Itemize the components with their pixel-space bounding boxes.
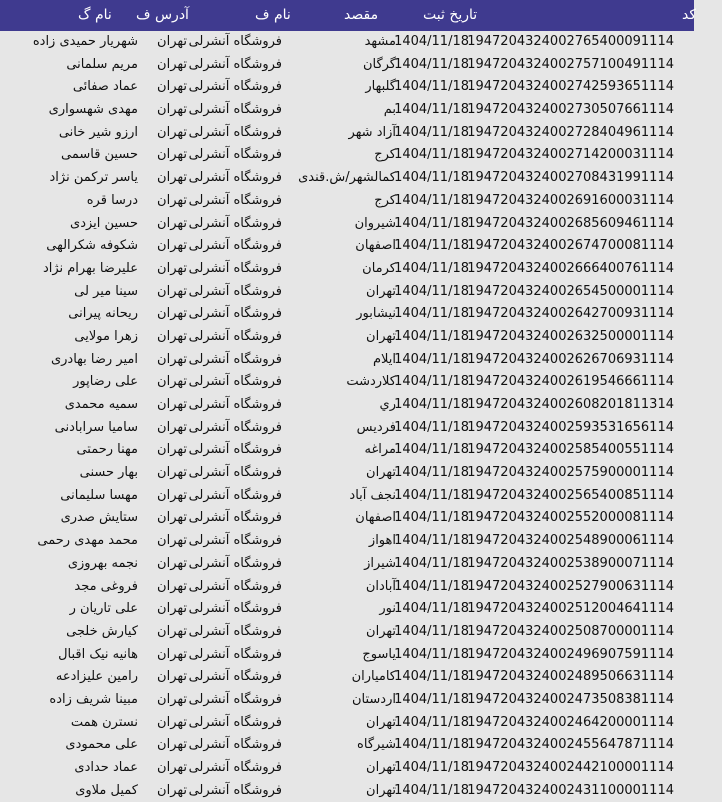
table-row[interactable] <box>0 530 694 553</box>
cell-customer-name[interactable]: شهریار حمیدی زاده <box>32 34 138 49</box>
table-row[interactable] <box>0 371 694 394</box>
cell-customer-name[interactable]: حسین ایزدی <box>70 215 138 231</box>
cell-code[interactable]: 1947204324002585400551114 <box>467 442 674 458</box>
cell-date[interactable]: 1404/11/18 <box>394 397 469 412</box>
cell-store-address[interactable]: تهران <box>157 533 187 549</box>
cell-store-name[interactable]: فروشگاه آنشرلی <box>188 533 282 549</box>
cell-destination[interactable]: مراغه <box>364 442 396 458</box>
table-row[interactable] <box>0 76 694 99</box>
cell-destination[interactable]: ري <box>379 397 396 412</box>
cell-code[interactable]: 1947204324002708431991114 <box>467 170 674 186</box>
cell-destination[interactable]: کرمان <box>362 260 396 276</box>
table-row[interactable] <box>0 689 694 712</box>
cell-destination[interactable]: کمالشهر/ش.قندی <box>298 170 396 186</box>
table-row[interactable] <box>0 31 694 54</box>
cell-store-address[interactable]: تهران <box>157 646 187 662</box>
cell-destination[interactable]: تهران <box>366 760 396 775</box>
cell-destination[interactable]: کلاردشت <box>346 374 396 390</box>
cell-customer-name[interactable]: سامیا سرابادنی <box>54 419 138 435</box>
cell-destination[interactable]: اصفهان <box>355 510 396 526</box>
cell-store-name[interactable]: فروشگاه آنشرلی <box>188 442 282 458</box>
table-row[interactable] <box>0 213 694 236</box>
table-row[interactable] <box>0 54 694 77</box>
cell-code[interactable]: 1947204324002512004641114 <box>467 601 674 617</box>
cell-date[interactable]: 1404/11/18 <box>394 669 469 685</box>
header-date[interactable]: تاریخ ثبت <box>423 7 478 23</box>
cell-date[interactable]: 1404/11/18 <box>394 56 469 72</box>
cell-store-name[interactable]: فروشگاه آنشرلی <box>188 283 282 299</box>
cell-code[interactable]: 1947204324002496907591114 <box>467 646 674 662</box>
cell-store-address[interactable]: تهران <box>157 56 187 72</box>
cell-store-address[interactable]: تهران <box>157 351 187 367</box>
table-header <box>0 0 697 31</box>
cell-date[interactable]: 1404/11/18 <box>394 260 469 276</box>
cell-store-address[interactable]: تهران <box>157 419 187 435</box>
cell-store-address[interactable]: تهران <box>157 170 187 186</box>
cell-store-address[interactable]: تهران <box>157 669 187 685</box>
cell-store-address[interactable]: تهران <box>157 487 187 503</box>
header-customer-name[interactable]: نام گ <box>78 7 112 23</box>
cell-code[interactable]: 1947204324002508700001114 <box>467 623 674 639</box>
cell-store-address[interactable]: تهران <box>157 283 187 299</box>
cell-store-name[interactable]: فروشگاه آنشرلی <box>188 124 282 140</box>
cell-store-name[interactable]: فروشگاه آنشرلی <box>188 737 282 753</box>
table-row[interactable] <box>0 462 694 485</box>
cell-store-name[interactable]: فروشگاه آنشرلی <box>188 306 282 322</box>
cell-store-name[interactable]: فروشگاه آنشرلی <box>188 215 282 231</box>
table-row[interactable] <box>0 303 694 326</box>
table-row[interactable] <box>0 417 694 440</box>
cell-store-name[interactable]: فروشگاه آنشرلی <box>188 510 282 526</box>
cell-code[interactable]: 1947204324002728404961114 <box>467 124 674 140</box>
header-store-name[interactable]: نام ف <box>255 7 291 23</box>
cell-store-name[interactable]: فروشگاه آنشرلی <box>188 646 282 662</box>
cell-store-address[interactable]: تهران <box>157 782 187 798</box>
cell-date[interactable]: 1404/11/18 <box>394 351 469 367</box>
cell-code[interactable]: 1947204324002685609461114 <box>467 215 674 231</box>
cell-destination[interactable]: شیرگاه <box>357 737 396 753</box>
cell-store-address[interactable]: تهران <box>157 34 187 49</box>
cell-destination[interactable]: تهران <box>366 623 396 639</box>
cell-destination[interactable]: کامیاران <box>351 669 396 685</box>
cell-customer-name[interactable]: بهار حسنی <box>79 465 138 481</box>
cell-store-address[interactable]: تهران <box>157 465 187 481</box>
cell-customer-name[interactable]: نجمه بهروزی <box>67 555 138 571</box>
header-code[interactable]: کد <box>682 7 697 23</box>
cell-customer-name[interactable]: سینا میر لی <box>74 283 138 299</box>
cell-code[interactable]: 1947204324002593531656114 <box>467 419 674 435</box>
cell-store-name[interactable]: فروشگاه آنشرلی <box>188 351 282 367</box>
cell-customer-name[interactable]: مبینا شریف زاده <box>49 691 138 707</box>
cell-store-address[interactable]: تهران <box>157 124 187 140</box>
cell-store-name[interactable]: فروشگاه آنشرلی <box>188 147 282 163</box>
cell-customer-name[interactable]: شکوفه شکرالهی <box>46 238 138 254</box>
cell-code[interactable]: 1947204324002765400091114 <box>467 34 674 49</box>
table-row[interactable] <box>0 553 694 576</box>
cell-date[interactable]: 1404/11/18 <box>394 601 469 617</box>
cell-code[interactable]: 1947204324002674700081114 <box>467 238 674 254</box>
cell-destination[interactable]: بم <box>383 102 396 118</box>
cell-destination[interactable]: نور <box>379 601 396 617</box>
table-row[interactable] <box>0 99 694 122</box>
cell-customer-name[interactable]: هانیه نیک اقبال <box>58 646 138 662</box>
table-row[interactable] <box>0 394 694 417</box>
cell-store-address[interactable]: تهران <box>157 714 187 730</box>
table-row[interactable] <box>0 144 694 167</box>
cell-date[interactable]: 1404/11/18 <box>394 442 469 458</box>
cell-store-address[interactable]: تهران <box>157 737 187 753</box>
table-row[interactable] <box>0 439 694 462</box>
cell-destination[interactable]: یاسوج <box>362 646 396 662</box>
cell-store-name[interactable]: فروشگاه آنشرلی <box>188 192 282 208</box>
cell-code[interactable]: 1947204324002642700931114 <box>467 306 674 322</box>
cell-customer-name[interactable]: زهرا مولایی <box>74 328 138 344</box>
cell-destination[interactable]: آزاد شهر <box>348 124 396 140</box>
cell-customer-name[interactable]: ریحانه پیرانی <box>68 306 138 322</box>
cell-date[interactable]: 1404/11/18 <box>394 79 469 95</box>
cell-customer-name[interactable]: سمیه محمدی <box>64 397 138 412</box>
cell-store-address[interactable]: تهران <box>157 623 187 639</box>
cell-date[interactable]: 1404/11/18 <box>394 555 469 571</box>
cell-customer-name[interactable]: علیرضا بهرام نژاد <box>42 260 138 276</box>
cell-store-name[interactable]: فروشگاه آنشرلی <box>188 328 282 344</box>
cell-code[interactable]: 1947204324002431100001114 <box>467 782 674 798</box>
cell-destination[interactable]: مشهد <box>364 34 396 49</box>
cell-code[interactable]: 1947204324002730507661114 <box>467 102 674 118</box>
cell-store-name[interactable]: فروشگاه آنشرلی <box>188 782 282 798</box>
cell-code[interactable]: 1947204324002626706931114 <box>467 351 674 367</box>
cell-store-address[interactable]: تهران <box>157 601 187 617</box>
cell-store-address[interactable]: تهران <box>157 238 187 254</box>
cell-date[interactable]: 1404/11/18 <box>394 192 469 208</box>
cell-store-name[interactable]: فروشگاه آنشرلی <box>188 170 282 186</box>
cell-customer-name[interactable]: ستایش صدری <box>60 510 138 526</box>
table-row[interactable] <box>0 598 694 621</box>
cell-store-name[interactable]: فروشگاه آنشرلی <box>188 465 282 481</box>
cell-destination[interactable]: نجف آباد <box>349 487 396 503</box>
cell-customer-name[interactable]: علی رضاپور <box>73 374 138 390</box>
cell-code[interactable]: 1947204324002455647871114 <box>467 737 674 753</box>
cell-code[interactable]: 1947204324002619546661114 <box>467 374 674 390</box>
table-row[interactable] <box>0 644 694 667</box>
cell-store-address[interactable]: تهران <box>157 397 187 412</box>
cell-destination[interactable]: تهران <box>366 782 396 798</box>
cell-customer-name[interactable]: مهسا سلیمانی <box>60 487 138 503</box>
cell-customer-name[interactable]: مهدی شهسواری <box>48 102 138 118</box>
cell-date[interactable]: 1404/11/18 <box>394 215 469 231</box>
cell-code[interactable]: 1947204324002552000081114 <box>467 510 674 526</box>
cell-store-address[interactable]: تهران <box>157 102 187 118</box>
table-row[interactable] <box>0 326 694 349</box>
cell-customer-name[interactable]: علی محمودی <box>65 737 138 753</box>
cell-store-name[interactable]: فروشگاه آنشرلی <box>188 238 282 254</box>
cell-code[interactable]: 1947204324002632500001114 <box>467 328 674 344</box>
cell-code[interactable]: 1947204324002473508381114 <box>467 691 674 707</box>
cell-store-name[interactable]: فروشگاه آنشرلی <box>188 760 282 775</box>
cell-store-name[interactable]: فروشگاه آنشرلی <box>188 578 282 594</box>
cell-date[interactable]: 1404/11/18 <box>394 419 469 435</box>
cell-date[interactable]: 1404/11/18 <box>394 147 469 163</box>
cell-destination[interactable]: فردیس <box>356 419 396 435</box>
cell-date[interactable]: 1404/11/18 <box>394 487 469 503</box>
table-row[interactable] <box>0 576 694 599</box>
cell-store-name[interactable]: فروشگاه آنشرلی <box>188 79 282 95</box>
cell-destination[interactable]: گرگان <box>362 56 396 72</box>
cell-code[interactable]: 1947204324002742593651114 <box>467 79 674 95</box>
cell-date[interactable]: 1404/11/18 <box>394 533 469 549</box>
cell-customer-name[interactable]: رامین علیزادعه <box>55 669 138 685</box>
table-row[interactable] <box>0 281 694 304</box>
cell-date[interactable]: 1404/11/18 <box>394 170 469 186</box>
table-row[interactable] <box>0 757 694 780</box>
cell-destination[interactable]: آبادان <box>365 578 396 594</box>
cell-customer-name[interactable]: امیر رضا بهادری <box>50 351 138 367</box>
cell-date[interactable]: 1404/11/18 <box>394 623 469 639</box>
cell-code[interactable]: 1947204324002527900631114 <box>467 578 674 594</box>
header-destination[interactable]: مقصد <box>344 7 379 23</box>
cell-customer-name[interactable]: کیارش خلجی <box>66 623 138 639</box>
cell-store-name[interactable]: فروشگاه آنشرلی <box>188 56 282 72</box>
cell-destination[interactable]: شیراز <box>364 555 396 571</box>
cell-store-address[interactable]: تهران <box>157 691 187 707</box>
cell-store-name[interactable]: فروشگاه آنشرلی <box>188 397 282 412</box>
cell-customer-name[interactable]: مهنا رحمتی <box>76 442 138 458</box>
cell-code[interactable]: 1947204324002608201811314 <box>467 397 674 412</box>
cell-destination[interactable]: گلبهار <box>365 79 396 95</box>
cell-store-name[interactable]: فروشگاه آنشرلی <box>188 601 282 617</box>
cell-store-address[interactable]: تهران <box>157 555 187 571</box>
cell-date[interactable]: 1404/11/18 <box>394 465 469 481</box>
table-row[interactable] <box>0 621 694 644</box>
cell-date[interactable]: 1404/11/18 <box>394 102 469 118</box>
cell-store-address[interactable]: تهران <box>157 147 187 163</box>
table-row[interactable] <box>0 712 694 735</box>
cell-date[interactable]: 1404/11/18 <box>394 714 469 730</box>
header-store-address[interactable]: آدرس ف <box>136 7 189 23</box>
cell-date[interactable]: 1404/11/18 <box>394 238 469 254</box>
cell-destination[interactable]: تهران <box>366 714 396 730</box>
cell-store-address[interactable]: تهران <box>157 760 187 775</box>
cell-destination[interactable]: ایلام <box>372 351 396 367</box>
cell-destination[interactable]: کرج <box>374 147 396 163</box>
cell-store-name[interactable]: فروشگاه آنشرلی <box>188 714 282 730</box>
cell-date[interactable]: 1404/11/18 <box>394 782 469 798</box>
cell-code[interactable]: 1947204324002489506631114 <box>467 669 674 685</box>
cell-destination[interactable]: نیشابور <box>356 306 396 322</box>
cell-destination[interactable]: شیروان <box>354 215 396 231</box>
cell-store-name[interactable]: فروشگاه آنشرلی <box>188 34 282 49</box>
cell-store-address[interactable]: تهران <box>157 192 187 208</box>
cell-store-address[interactable]: تهران <box>157 374 187 390</box>
cell-code[interactable]: 1947204324002714200031114 <box>467 147 674 163</box>
cell-customer-name[interactable]: یاسر ترکمن نژاد <box>49 170 138 186</box>
cell-store-name[interactable]: فروشگاه آنشرلی <box>188 487 282 503</box>
cell-store-name[interactable]: فروشگاه آنشرلی <box>188 623 282 639</box>
cell-date[interactable]: 1404/11/18 <box>394 374 469 390</box>
cell-date[interactable]: 1404/11/18 <box>394 510 469 526</box>
cell-date[interactable]: 1404/11/18 <box>394 34 469 49</box>
cell-customer-name[interactable]: کمیل ملاوی <box>75 782 138 798</box>
cell-customer-name[interactable]: علی تاریان ر <box>69 601 138 617</box>
table-row[interactable] <box>0 780 694 802</box>
cell-store-name[interactable]: فروشگاه آنشرلی <box>188 691 282 707</box>
cell-store-name[interactable]: فروشگاه آنشرلی <box>188 555 282 571</box>
cell-destination[interactable]: کرج <box>374 192 396 208</box>
cell-code[interactable]: 1947204324002442100001114 <box>467 760 674 775</box>
cell-store-address[interactable]: تهران <box>157 215 187 231</box>
cell-customer-name[interactable]: فروغی مجد <box>74 578 138 594</box>
cell-date[interactable]: 1404/11/18 <box>394 306 469 322</box>
table-row[interactable] <box>0 349 694 372</box>
cell-store-address[interactable]: تهران <box>157 442 187 458</box>
cell-code[interactable]: 1947204324002548900061114 <box>467 533 674 549</box>
cell-store-address[interactable]: تهران <box>157 306 187 322</box>
cell-destination[interactable]: تهران <box>366 328 396 344</box>
cell-customer-name[interactable]: عماد حدادی <box>74 760 138 775</box>
cell-code[interactable]: 1947204324002464200001114 <box>467 714 674 730</box>
table-row[interactable] <box>0 485 694 508</box>
table-row[interactable] <box>0 258 694 281</box>
cell-date[interactable]: 1404/11/18 <box>394 283 469 299</box>
cell-customer-name[interactable]: حسین قاسمی <box>60 147 138 163</box>
cell-destination[interactable]: تهران <box>366 465 396 481</box>
cell-store-name[interactable]: فروشگاه آنشرلی <box>188 419 282 435</box>
cell-store-address[interactable]: تهران <box>157 578 187 594</box>
cell-customer-name[interactable]: مریم سلمانی <box>66 56 138 72</box>
table-row[interactable] <box>0 235 694 258</box>
cell-store-name[interactable]: فروشگاه آنشرلی <box>188 260 282 276</box>
cell-store-address[interactable]: تهران <box>157 328 187 344</box>
cell-code[interactable]: 1947204324002565400851114 <box>467 487 674 503</box>
cell-code[interactable]: 1947204324002654500001114 <box>467 283 674 299</box>
cell-store-address[interactable]: تهران <box>157 510 187 526</box>
table-row[interactable] <box>0 190 694 213</box>
cell-date[interactable]: 1404/11/18 <box>394 760 469 775</box>
cell-store-name[interactable]: فروشگاه آنشرلی <box>188 374 282 390</box>
cell-destination[interactable]: تهران <box>366 283 396 299</box>
cell-store-name[interactable]: فروشگاه آنشرلی <box>188 669 282 685</box>
cell-customer-name[interactable]: نسترن همت <box>70 714 138 730</box>
cell-customer-name[interactable]: محمد مهدی رحمی <box>37 533 138 549</box>
cell-store-address[interactable]: تهران <box>157 260 187 276</box>
cell-code[interactable]: 1947204324002757100491114 <box>467 56 674 72</box>
cell-code[interactable]: 1947204324002691600031114 <box>467 192 674 208</box>
cell-date[interactable]: 1404/11/18 <box>394 646 469 662</box>
cell-code[interactable]: 1947204324002538900071114 <box>467 555 674 571</box>
table-row[interactable] <box>0 734 694 757</box>
cell-date[interactable]: 1404/11/18 <box>394 691 469 707</box>
cell-code[interactable]: 1947204324002666400761114 <box>467 260 674 276</box>
cell-destination[interactable]: اهواز <box>368 533 396 549</box>
table-row[interactable] <box>0 666 694 689</box>
table-row[interactable] <box>0 122 694 145</box>
cell-date[interactable]: 1404/11/18 <box>394 124 469 140</box>
cell-date[interactable]: 1404/11/18 <box>394 328 469 344</box>
cell-destination[interactable]: اصفهان <box>355 238 396 254</box>
cell-customer-name[interactable]: عماد صفائی <box>72 79 138 95</box>
cell-code[interactable]: 1947204324002575900001114 <box>467 465 674 481</box>
table-row[interactable] <box>0 507 694 530</box>
cell-store-address[interactable]: تهران <box>157 79 187 95</box>
cell-customer-name[interactable]: درسا قره <box>86 192 138 208</box>
cell-destination[interactable]: اردستان <box>351 691 396 707</box>
table-body <box>0 31 694 802</box>
cell-date[interactable]: 1404/11/18 <box>394 737 469 753</box>
cell-customer-name[interactable]: ارزو شیر خانی <box>58 124 138 140</box>
table-row[interactable] <box>0 167 694 190</box>
cell-date[interactable]: 1404/11/18 <box>394 578 469 594</box>
cell-store-name[interactable]: فروشگاه آنشرلی <box>188 102 282 118</box>
